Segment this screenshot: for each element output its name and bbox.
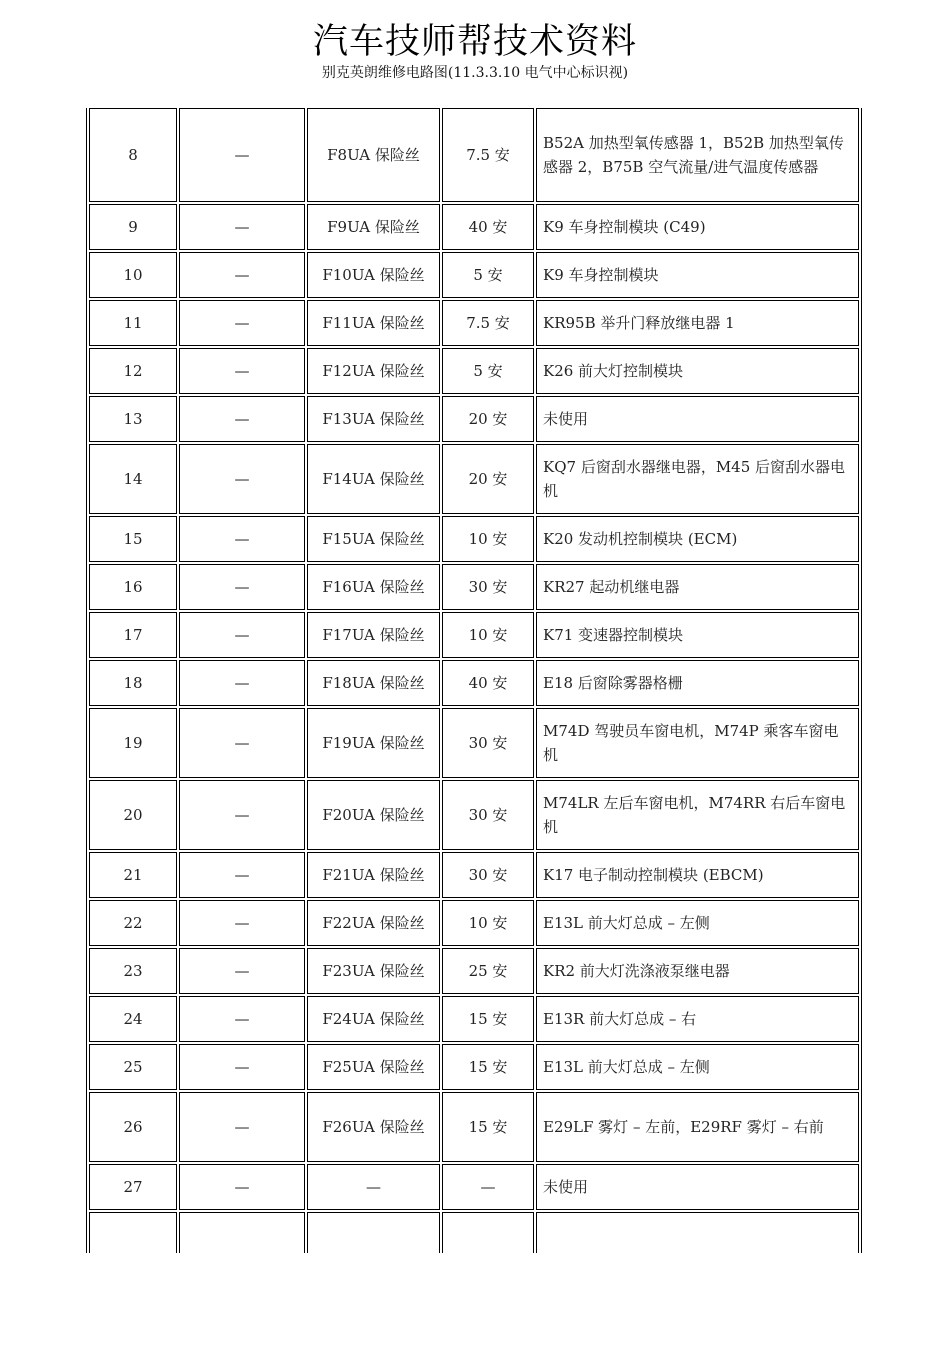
fuse-number-cell: 23 [89,948,177,994]
fuse-name-cell: F16UA 保险丝 [307,564,440,610]
table-row [89,108,859,202]
table-row [89,1044,859,1090]
position-code-cell: — [179,444,305,514]
fuse-number-cell: 14 [89,444,177,514]
table-row [89,708,859,778]
amperage-cell: 10 安 [442,516,534,562]
table-row [89,516,859,562]
amperage-cell: 10 安 [442,612,534,658]
amperage-cell: 30 安 [442,708,534,778]
position-code-cell: — [179,852,305,898]
amperage-cell: 15 安 [442,1044,534,1090]
position-code-cell: — [179,1092,305,1162]
fuse-number-cell: 27 [89,1164,177,1210]
fuse-name-cell: F17UA 保险丝 [307,612,440,658]
fuse-name-cell: F22UA 保险丝 [307,900,440,946]
position-code-cell: — [179,708,305,778]
table-row-empty [89,1212,859,1253]
position-code-cell: — [179,564,305,610]
amperage-cell: 5 安 [442,252,534,298]
fuse-name-cell: F12UA 保险丝 [307,348,440,394]
fuse-number-cell: 15 [89,516,177,562]
fuse-number-cell: 18 [89,660,177,706]
fuse-number-cell: 17 [89,612,177,658]
table-row [89,900,859,946]
fuse-number-cell: 10 [89,252,177,298]
empty-cell [89,1212,177,1253]
table-row [89,348,859,394]
circuit-description-cell: K26 前大灯控制模块 [536,348,859,394]
fuse-name-cell: F14UA 保险丝 [307,444,440,514]
position-code-cell: — [179,204,305,250]
fuse-name-cell: F23UA 保险丝 [307,948,440,994]
table-row [89,300,859,346]
page-subtitle: 别克英朗维修电路图(11.3.3.10 电气中心标识视) [321,65,629,81]
fuse-name-cell: F8UA 保险丝 [307,108,440,202]
table-row [89,564,859,610]
amperage-cell: — [442,1164,534,1210]
position-code-cell: — [179,396,305,442]
circuit-description-cell: 未使用 [536,396,859,442]
fuse-number-cell: 12 [89,348,177,394]
fuse-number-cell: 16 [89,564,177,610]
circuit-description-cell: K9 车身控制模块 (C49) [536,204,859,250]
amperage-cell: 40 安 [442,660,534,706]
table-row [89,948,859,994]
position-code-cell: — [179,108,305,202]
fuse-name-cell: F11UA 保险丝 [307,300,440,346]
position-code-cell: — [179,300,305,346]
position-code-cell: — [179,996,305,1042]
fuse-name-cell: F20UA 保险丝 [307,780,440,850]
circuit-description-cell: E29LF 雾灯 – 左前，E29RF 雾灯 – 右前 [536,1092,859,1162]
circuit-description-cell: E13L 前大灯总成 – 左侧 [536,1044,859,1090]
fuse-number-cell: 8 [89,108,177,202]
fuse-number-cell: 11 [89,300,177,346]
position-code-cell: — [179,612,305,658]
fuse-number-cell: 24 [89,996,177,1042]
amperage-cell: 30 安 [442,564,534,610]
table-row [89,996,859,1042]
fuse-name-cell: F18UA 保险丝 [307,660,440,706]
position-code-cell: — [179,1044,305,1090]
table-row [89,396,859,442]
circuit-description-cell: M74LR 左后车窗电机，M74RR 右后车窗电机 [536,780,859,850]
circuit-description-cell: E13R 前大灯总成 – 右 [536,996,859,1042]
amperage-cell: 30 安 [442,780,534,850]
amperage-cell: 10 安 [442,900,534,946]
circuit-description-cell: KR2 前大灯洗涤液泵继电器 [536,948,859,994]
circuit-description-cell: K71 变速器控制模块 [536,612,859,658]
empty-cell [307,1212,440,1253]
fuse-name-cell: F13UA 保险丝 [307,396,440,442]
fuse-name-cell: F19UA 保险丝 [307,708,440,778]
table-row [89,1092,859,1162]
circuit-description-cell: KR95B 举升门释放继电器 1 [536,300,859,346]
amperage-cell: 5 安 [442,348,534,394]
table-row [89,1164,859,1210]
circuit-description-cell: E13L 前大灯总成 – 左侧 [536,900,859,946]
amperage-cell: 40 安 [442,204,534,250]
table-row [89,612,859,658]
fuse-name-cell: F26UA 保险丝 [307,1092,440,1162]
position-code-cell: — [179,948,305,994]
fuse-number-cell: 26 [89,1092,177,1162]
amperage-cell: 15 安 [442,1092,534,1162]
amperage-cell: 7.5 安 [442,108,534,202]
fuse-name-cell: F24UA 保险丝 [307,996,440,1042]
fuse-number-cell: 20 [89,780,177,850]
circuit-description-cell: K17 电子制动控制模块 (EBCM) [536,852,859,898]
amperage-cell: 30 安 [442,852,534,898]
amperage-cell: 7.5 安 [442,300,534,346]
fuse-name-cell: — [307,1164,440,1210]
fuse-number-cell: 22 [89,900,177,946]
table-row [89,660,859,706]
fuse-name-cell: F21UA 保险丝 [307,852,440,898]
fuse-number-cell: 21 [89,852,177,898]
empty-cell [536,1212,859,1253]
table-row [89,204,859,250]
fuse-name-cell: F10UA 保险丝 [307,252,440,298]
position-code-cell: — [179,660,305,706]
circuit-description-cell: M74D 驾驶员车窗电机，M74P 乘客车窗电机 [536,708,859,778]
empty-cell [442,1212,534,1253]
fuse-name-cell: F9UA 保险丝 [307,204,440,250]
fuse-number-cell: 13 [89,396,177,442]
amperage-cell: 20 安 [442,396,534,442]
circuit-description-cell: K9 车身控制模块 [536,252,859,298]
position-code-cell: — [179,1164,305,1210]
position-code-cell: — [179,348,305,394]
amperage-cell: 20 安 [442,444,534,514]
amperage-cell: 15 安 [442,996,534,1042]
fuse-table-body [89,108,859,1253]
page-title: 汽车技师帮技术资料 [312,22,637,62]
position-code-cell: — [179,900,305,946]
table-row [89,852,859,898]
position-code-cell: — [179,516,305,562]
circuit-description-cell: E18 后窗除雾器格栅 [536,660,859,706]
fuse-name-cell: F15UA 保险丝 [307,516,440,562]
circuit-description-cell: 未使用 [536,1164,859,1210]
fuse-table-container [86,108,862,1253]
fuse-number-cell: 25 [89,1044,177,1090]
circuit-description-cell: KQ7 后窗刮水器继电器，M45 后窗刮水器电机 [536,444,859,514]
circuit-description-cell: K20 发动机控制模块 (ECM) [536,516,859,562]
position-code-cell: — [179,780,305,850]
table-row [89,444,859,514]
empty-cell [179,1212,305,1253]
table-row [89,252,859,298]
circuit-description-cell: KR27 起动机继电器 [536,564,859,610]
fuse-table [86,108,862,1253]
amperage-cell: 25 安 [442,948,534,994]
fuse-number-cell: 9 [89,204,177,250]
fuse-name-cell: F25UA 保险丝 [307,1044,440,1090]
fuse-number-cell: 19 [89,708,177,778]
table-row [89,780,859,850]
circuit-description-cell: B52A 加热型氧传感器 1，B52B 加热型氧传感器 2，B75B 空气流量/进气温度传感器 [536,108,859,202]
position-code-cell: — [179,252,305,298]
